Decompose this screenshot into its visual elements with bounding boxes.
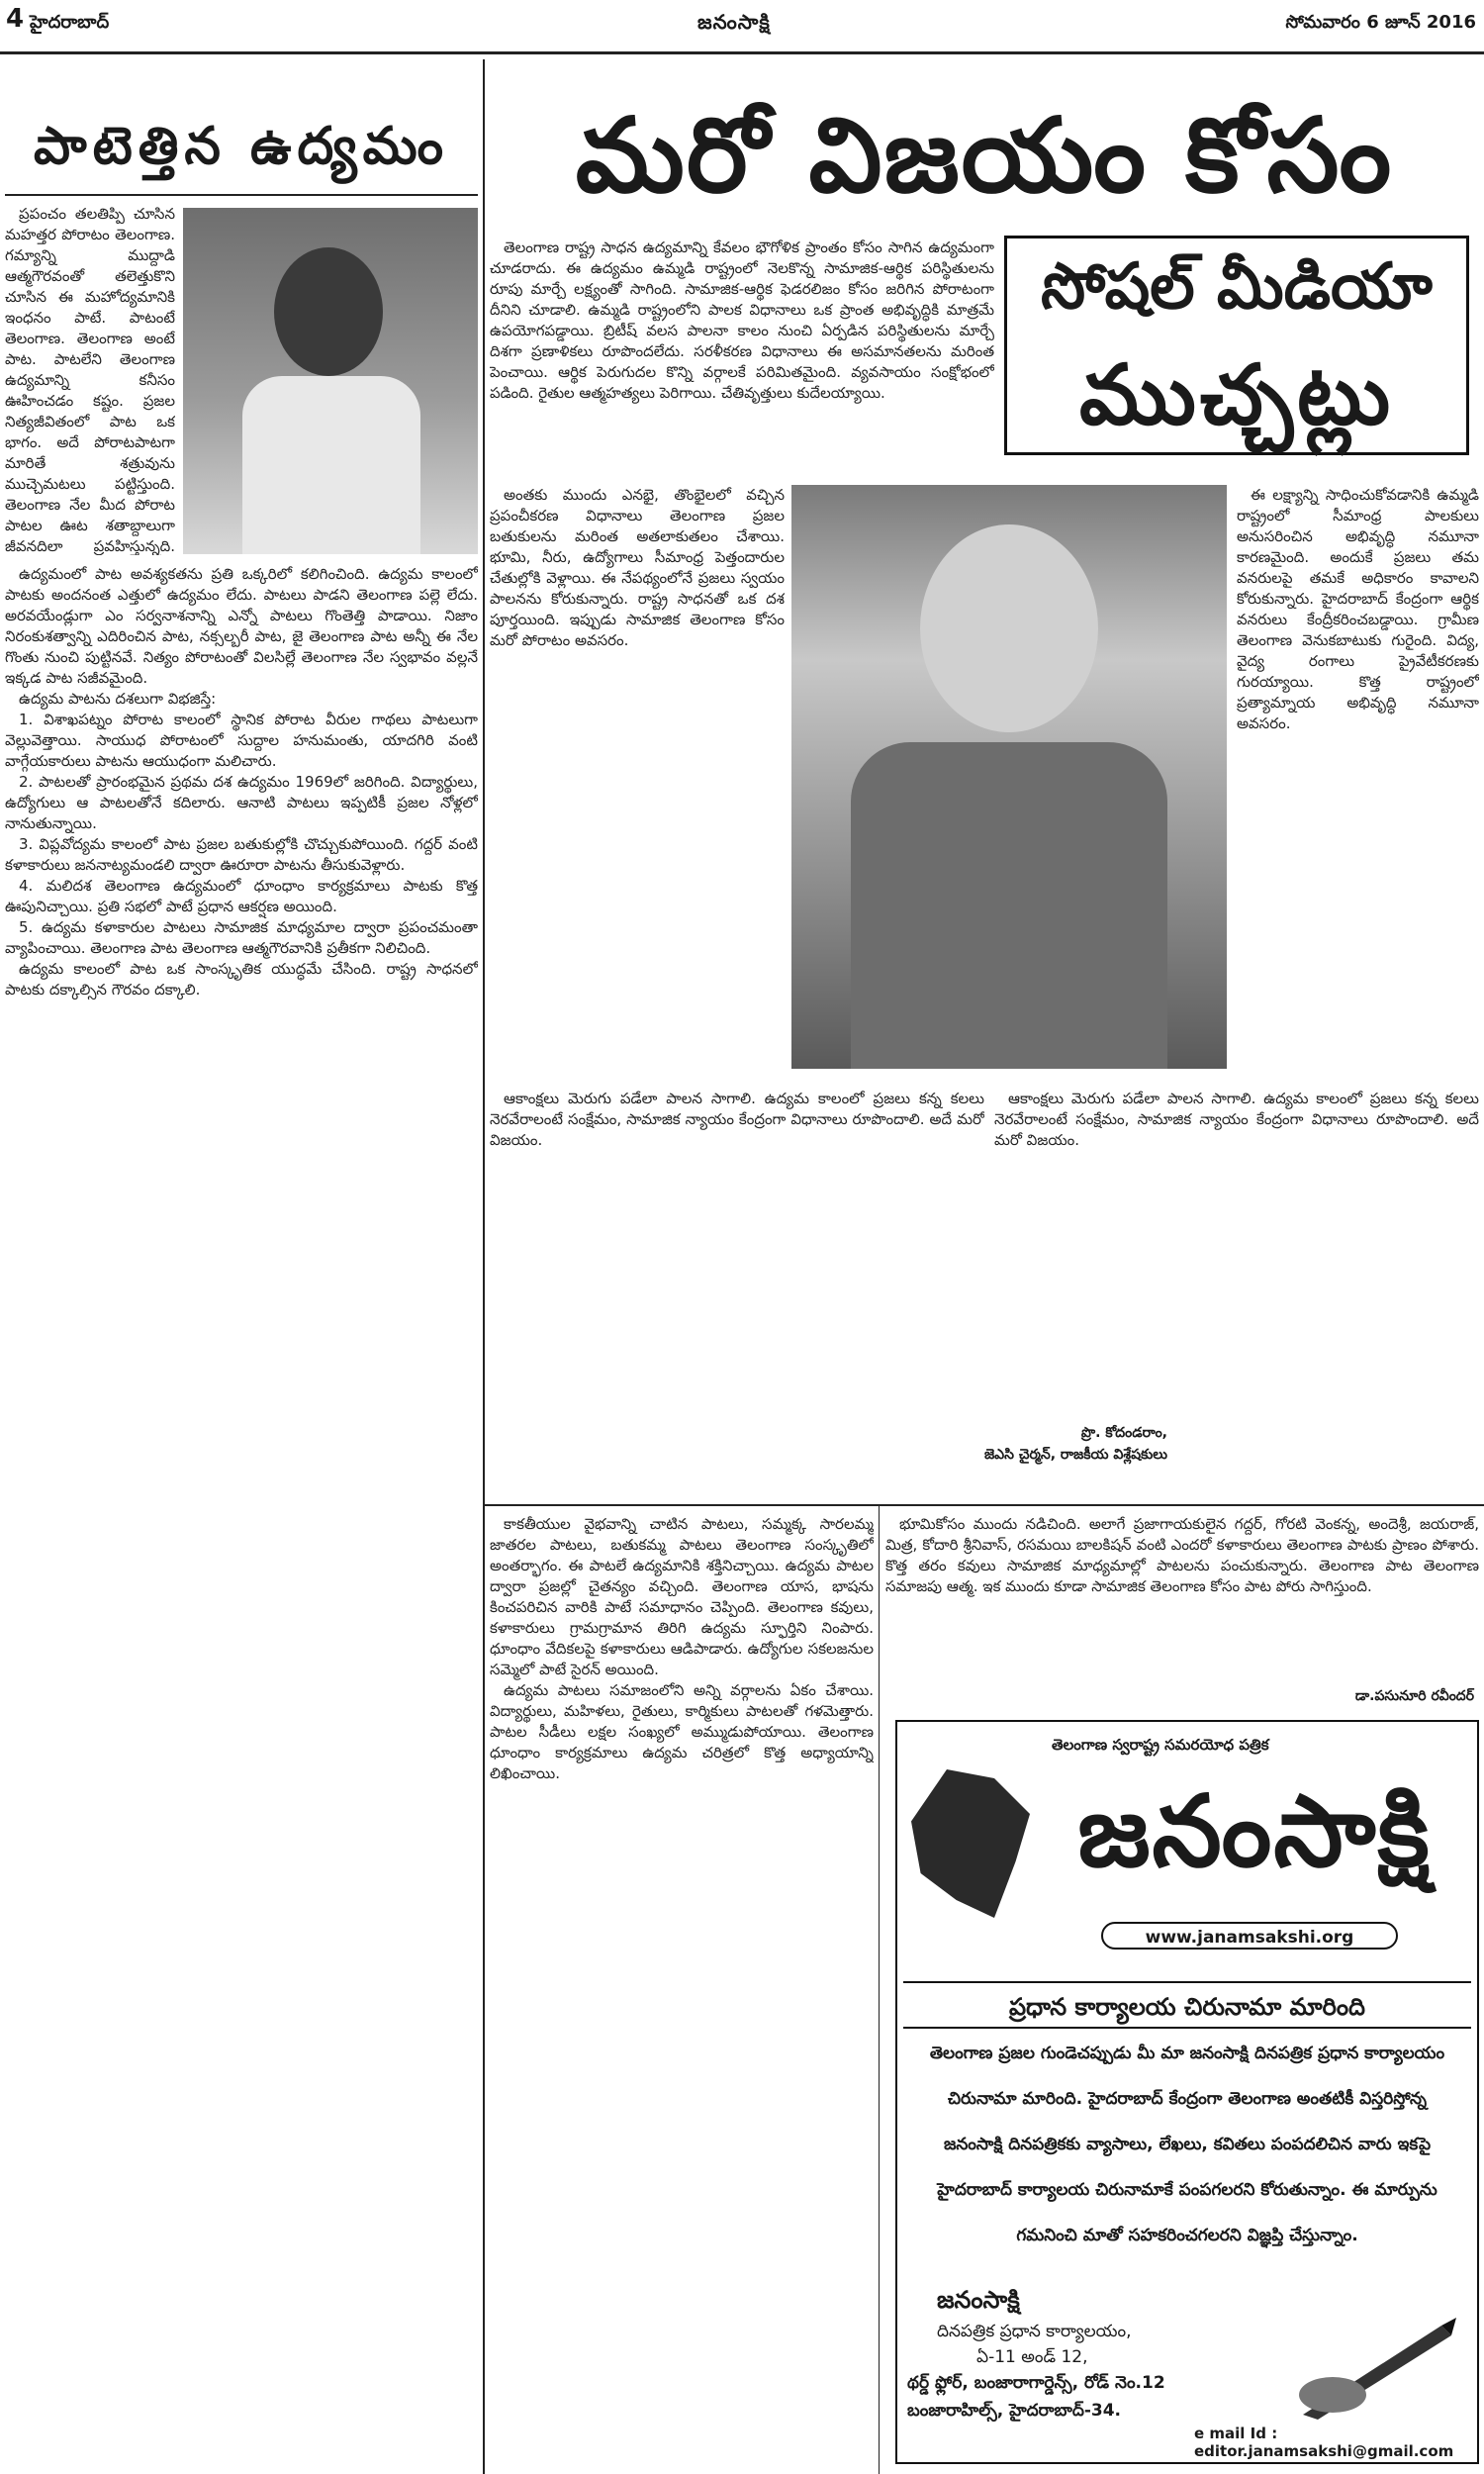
telangana-map-icon <box>911 1769 1030 1918</box>
masthead-small: జనంసాక్షి <box>697 10 771 34</box>
ad-website-link[interactable]: www.janamsakshi.org <box>1101 1922 1398 1950</box>
janamsakshi-notice-ad <box>895 1720 1479 2464</box>
left-feature-point1: 1. విశాఖపట్నం పోరాట కాలంలో స్థానిక పోరాట వీరుల గాథలు పాటలుగా వెల్లువెత్తాయి. సాయుధ పోరాటంలో సుద్దాల హనుమంతు, యాదగిరి వంటి వాగ్గేయకారులు పాటను ఆయుధంగా మలిచారు. <box>5 711 478 770</box>
author-head <box>920 524 1098 732</box>
issue-date: సోమవారం 6 జూన్ 2016 <box>1285 12 1476 33</box>
social-media-box <box>1004 236 1469 455</box>
speaker-shirt <box>242 376 420 554</box>
ad-notice-line4: హైదరాబాద్ కార్యాలయ చిరునామాకే పంపగలరని కోరుతున్నాం. ఈ మార్పును <box>937 2180 1438 2200</box>
main-article-lower-left <box>490 1089 984 1385</box>
left-feature-point2: 2. పాటలతో ప్రారంభమైన ప్రథమ దశ ఉద్యమం 1969లో జరిగింది. విద్యార్థులు, ఉద్యోగులు ఆ పాటలతోనే కదిలారు. ఆనాటి పాటలు ఇప్పటికీ ప్రజల నోళ్లలో నానుతున్నాయి. <box>5 773 478 832</box>
lower-column-divider <box>879 1504 880 2474</box>
lower-article-col-c <box>885 1514 1479 1682</box>
left-feature-para2: ఉద్యమంలో పాట అవశ్యకతను ప్రతి ఒక్కరిలో కలిగించింది. ఉద్యమ కాలంలో పాటకు అందనంత ఎత్తులో ఉద్యమం లేదు. పాటలు పాడని తెలంగాణ పల్లె లేదు. అరవయేండ్లుగా ఎం సర్వనాశనాన్ని ఎన్నో పాటలు గొంతెత్తి పాడాయి. నిజాం నిరంకుశత్వాన్ని ఎదిరించిన పాట, నక్సల్బరీ పాట, జై తెలంగాణ పాట అన్నీ ఈ నేల గొంతు నుంచి పుట్టినవే. నిత్యం పోరాటంతో విలసిల్లే తెలంగాణ నేల స్వభావం వల్లనే ఇక్కడ పాట సజీవమైంది. <box>5 565 478 687</box>
lower-article-col-b-text: ఉద్యమ పాటలు సమాజంలోని అన్ని వర్గాలను ఏకం చేశాయి. విద్యార్థులు, మహిళలు, రైతులు, కార్మికులు పాటలతో గళమెత్తారు. పాటల సీడీలు లక్షల సంఖ్యలో అమ్ముడుపోయాయి. తెలంగాణ ధూంధాం కార్యక్రమాలు ఉద్యమ చరిత్రలో కొత్త అధ్యాయాన్ని లిఖించాయి. <box>490 1681 874 1782</box>
ad-address-line1: ఏ-11 అండ్ 12, <box>976 2347 1088 2367</box>
ad-tagline: తెలంగాణ స్వరాష్ట్ర సమరయోధ పత్రిక <box>1052 1736 1269 1754</box>
left-column-divider <box>483 59 485 2474</box>
lower-article-col-a <box>490 1514 874 2464</box>
left-feature-list-intro: ఉద్యమ పాటను దశలుగా విభజిస్తే: <box>19 690 217 708</box>
ad-brand-logo: జనంసాక్షి <box>1077 1773 1432 1889</box>
ad-address-line2: థర్డ్ ఫ్లోర్, బంజారాగార్డెన్స్, రోడ్ నెం.12 <box>907 2373 1165 2393</box>
ad-address-line3: బంజారాహిల్స్, హైదరాబాద్-34. <box>907 2401 1121 2421</box>
left-feature-body <box>5 564 478 2464</box>
lower-section-rule <box>485 1504 1484 1506</box>
social-media-line2: ముచ్చట్లు <box>1078 346 1395 443</box>
ad-notice-line1: తెలంగాణ ప్రజల గుండెచప్పుడు మీ మా జనంసాక్షి దినపత్రిక ప్రధాన కార్యాలయం <box>929 2044 1445 2063</box>
ad-notice-title: ప్రధాన కార్యాలయ చిరునామా మారింది <box>903 1981 1471 2029</box>
main-headline: మరో విజయం కోసం <box>575 95 1394 216</box>
main-article-col3-text: ఆకాంక్షలు మెరుగు పడేలా పాలన సాగాలి. ఉద్యమ కాలంలో ప్రజలు కన్న కలలు నెరవేరాలంటే సంక్షేమం, సామాజిక న్యాయం కేంద్రంగా విధానాలు రూపొందాలి. అదే మరో విజయం. <box>490 1090 984 1149</box>
ad-email-link[interactable]: e mail Id : editor.janamsakshi@gmail.com <box>1194 2425 1454 2460</box>
ad-contact-office: దినపత్రిక ప్రధాన కార్యాలయం, <box>937 2322 1132 2341</box>
header-rule <box>0 51 1484 54</box>
author-photo-speaker <box>183 208 478 554</box>
main-article-col2 <box>1237 485 1479 1089</box>
left-feature-point3: 3. విప్లవోద్యమ కాలంలో పాట ప్రజల బతుకుల్లోకి చొచ్చుకుపోయింది. గద్దర్ వంటి కళాకారులు జననాట్యమండలి ద్వారా ఊరూరా పాటను తీసుకువెళ్లారు. <box>5 835 478 874</box>
left-feature-point5: 5. ఉద్యమ కళాకారుల పాటలు సామాజిక మాధ్యమాల ద్వారా ప్రపంచమంతా వ్యాపించాయి. తెలంగాణ పాట తెలంగాణ ఆత్మగౌరవానికి ప్రతీకగా నిలిచింది. <box>5 918 478 957</box>
main-article-col1-text: తెలంగాణ రాష్ట్ర సాధన ఉద్యమాన్ని కేవలం భౌగోళిక ప్రాంతం కోసం సాగిన ఉద్యమంగా చూడరాదు. ఈ ఉద్యమం ఉమ్మడి రాష్ట్రంలో నెలకొన్న సామాజిక-ఆర్థిక పరిస్థితులను రూపు మార్చే లక్ష్యంతో సాగింది. సామాజిక-ఆర్థిక ఫెడరలిజం కోసం జరిగిన పోరాటంగా దీనిని చూడాలి. ఉమ్మడి రాష్ట్రంలోని పాలక విధానాలు ఒక ప్రాంత అభివృద్ధికి మాత్రమే ఉపయోగపడ్డాయి. బ్రిటీష్ వలస పాలనా కాలం నుంచి ఏర్పడిన పరిస్థితులను మార్చే దిశగా ప్రణాళికలు రూపొందలేదు. సరళీకరణ విధానాలు ఈ అసమానతలను మరింత పెంచాయి. ఆర్థిక పెరుగుదల కొన్ని వర్గాలకే పరిమితమైంది. వ్యవసాయం సంక్షోభంలో పడింది. రైతుల ఆత్మహత్యలు పెరిగాయి. చేతివృత్తులు కుదేలయ్యాయి. <box>490 238 994 402</box>
hand-with-pen-icon <box>1293 2316 1461 2425</box>
main-article-side-text: అంతకు ముందు ఎనభై, తొంభైలలో వచ్చిన ప్రపంచీకరణ విధానాలు తెలంగాణ ప్రజల బతుకులను మరింత అతలాకుతలం చేశాయి. భూమి, నీరు, ఉద్యోగాలు సీమాంధ్ర పెత్తందారుల చేతుల్లోకి వెళ్లాయి. ఈ నేపథ్యంలోనే ప్రజలు స్వయం పాలనను కోరుకున్నారు. రాష్ట్ర సాధనతో ఒక దశ పూర్తయింది. ఇప్పుడు సామాజిక తెలంగాణ కోసం మరో పోరాటం అవసరం. <box>490 486 785 649</box>
author-jacket <box>851 742 1167 1069</box>
main-article-signature-name: ప్రొ. కోదండరాం, <box>1080 1425 1167 1441</box>
page-number: 4 <box>6 4 25 34</box>
left-feature-para-end: ఉద్యమ కాలంలో పాట ఒక సాంస్కృతిక యుద్ధమే చేసింది. రాష్ట్ర సాధనలో పాటకు దక్కాల్సిన గౌరవం దక్కాలి. <box>5 960 478 999</box>
left-feature-heading: పాటెత్తిన ఉద్యమం <box>33 116 450 176</box>
lower-article-signature: డా.పసునూరి రవీందర్ <box>1354 1688 1474 1704</box>
left-feature-para1: ప్రపంచం తలతిప్పి చూసిన మహత్తర పోరాటం తెలంగాణ. గమ్యాన్ని ముద్దాడి ఆత్మగౌరవంతో తలెత్తుకొని చూసిన ఈ మహోద్యమానికి ఇంధనం పాటే. పాటంటే తెలంగాణ. తెలంగాణ అంటే పాట. పాటలేని తెలంగాణ ఉద్యమాన్ని కనీసం ఊహించడం కష్టం. ప్రజల నిత్యజీవితంలో పాట ఒక భాగం. అదే పోరాటపాటగా మారితే శత్రువును ముచ్చెమటలు పట్టిస్తుంది. తెలంగాణ నేల మీద పోరాట పాటల ఊట శతాబ్దాలుగా జీవనదిలా ప్రవహిస్తున్నది. <box>5 205 175 555</box>
left-feature-point4: 4. మలిదశ తెలంగాణ ఉద్యమంలో ధూంధాం కార్యక్రమాలు పాటకు కొత్త ఊపునిచ్చాయి. ప్రతి సభలో పాటే ప్రధాన ఆకర్షణ అయింది. <box>5 877 478 915</box>
left-feature-intro <box>5 204 175 555</box>
lower-article-col-a-text: కాకతీయుల వైభవాన్ని చాటిన పాటలు, సమ్మక్క సారలమ్మ జాతరల పాటలు, బతుకమ్మ పాటలు తెలంగాణ సంస్కృతిలో అంతర్భాగం. ఈ పాటలే ఉద్యమానికి శక్తినిచ్చాయి. ఉద్యమ పాటల ద్వారా ప్రజల్లో చైతన్యం వచ్చింది. తెలంగాణ యాస, భాషను కించపరిచిన వారికి పాటే సమాధానం చెప్పింది. తెలంగాణ కవులు, కళాకారులు గ్రామగ్రామాన తిరిగి ఉద్యమ స్ఫూర్తిని నింపారు. ధూంధాం వేదికలపై కళాకారులు ఆడిపాడారు. ఉద్యోగుల సకలజనుల సమ్మెలో పాటే సైరన్ అయింది. <box>490 1515 874 1678</box>
main-article-lower-right <box>994 1089 1479 1385</box>
main-article-signature-title: జెఎసి చైర్మన్, రాజకీయ విశ్లేషకులు <box>983 1447 1167 1463</box>
social-media-line1: సోషల్ మీడియా <box>1041 250 1433 324</box>
ad-masthead <box>903 1728 1471 1975</box>
speaker-head <box>274 247 383 376</box>
ad-notice-line5: గమనించి మాతో సహకరించగలరని విజ్ఞప్తి చేస్తున్నాం. <box>1016 2226 1358 2245</box>
main-article-col2-text: ఈ లక్ష్యాన్ని సాధించుకోవడానికి ఉమ్మడి రాష్ట్రంలో సీమాంధ్ర పాలకులు అనుసరించిన అభివృద్ధి నమూనా కారణమైంది. అందుకే ప్రజలు తమ వనరులపై తమకే అధికారం కావాలని కోరుకున్నారు. హైదరాబాద్ కేంద్రంగా ఆర్థిక వనరులు కేంద్రీకరించబడ్డాయి. గ్రామీణ తెలంగాణ వెనుకబాటుకు గురైంది. విద్య, వైద్య రంగాలు ప్రైవేటీకరణకు గురయ్యాయి. కొత్త రాష్ట్రంలో ప్రత్యామ్నాయ అభివృద్ధి నమూనా అవసరం. <box>1237 486 1479 732</box>
ad-notice-line3: జనంసాక్షి దినపత్రికకు వ్యాసాలు, లేఖలు, కవితలు పంపదలిచిన వారు ఇకపై <box>943 2135 1432 2154</box>
main-article-side <box>490 485 785 1079</box>
page-section-city: హైదరాబాద్ <box>30 12 110 33</box>
ad-contact-name: జనంసాక్షి <box>937 2286 1020 2314</box>
main-article-col1 <box>490 238 994 475</box>
main-article-col2-repeat: ఆకాంక్షలు మెరుగు పడేలా పాలన సాగాలి. ఉద్యమ కాలంలో ప్రజలు కన్న కలలు నెరవేరాలంటే సంక్షేమం, సామాజిక న్యాయం కేంద్రంగా విధానాలు రూపొందాలి. అదే మరో విజయం. <box>994 1090 1479 1149</box>
author-photo-kodandaram <box>791 485 1227 1069</box>
ad-notice-line2: చిరునామా మారింది. హైదరాబాద్ కేంద్రంగా తెలంగాణ అంతటికీ విస్తరిస్తోన్న <box>947 2089 1428 2109</box>
left-heading-rule <box>5 194 478 196</box>
lower-article-col-c-text: భూమికోసం ముందు నడిచింది. అలాగే ప్రజాగాయకులైన గద్దర్, గోరటి వెంకన్న, అందెశ్రీ, జయరాజ్, మిత్ర, కోదారి శ్రీనివాస్, రసమయి బాలకిషన్ వంటి ఎందరో కళాకారులు తెలంగాణ పాటకు ప్రాణం పోశారు. కొత్త తరం కవులు సామాజిక మాధ్యమాల్లో పాటలను పంచుకున్నారు. తెలంగాణ పాట తెలంగాణ సమాజపు ఆత్మ. ఇక ముందు కూడా సామాజిక తెలంగాణ కోసం పాట పోరు సాగిస్తుంది. <box>885 1515 1479 1595</box>
